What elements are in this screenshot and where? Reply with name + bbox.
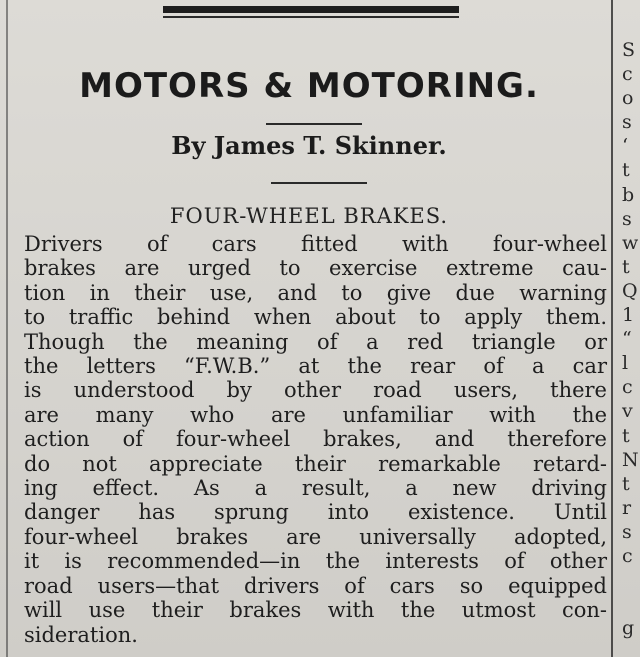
column-fragment: s	[622, 520, 632, 543]
column-fragment: t	[622, 424, 630, 447]
top-rule	[163, 6, 459, 13]
column-fragment: g	[622, 617, 635, 640]
body-line: action of four-wheel brakes, and therefore	[24, 427, 607, 452]
column-fragment: S	[622, 39, 636, 61]
body-line: to traffic behind when about to apply them.	[24, 305, 607, 330]
body-line: the letters “F.W.B.” at the rear of a car	[24, 354, 607, 379]
column-fragment: v	[622, 400, 633, 423]
body-line: road users—that drivers of cars so equipped	[24, 573, 607, 598]
body-line: four-wheel brakes are universally adopted,	[24, 524, 607, 549]
body-line: sideration.	[24, 622, 138, 647]
column-fragment: ‘	[622, 135, 629, 158]
column-fragment: c	[622, 544, 633, 567]
adjacent-column-fragments	[622, 38, 640, 640]
column-fragment	[622, 568, 640, 592]
body-line: danger has sprung into existence. Until	[24, 500, 607, 525]
column-fragment: Q	[622, 279, 638, 302]
column-fragment: t	[622, 472, 630, 495]
headline-divider	[266, 123, 362, 125]
column-fragment: N	[622, 448, 639, 471]
column-fragment: w	[622, 231, 639, 254]
byline: By James T. Skinner.	[171, 131, 447, 160]
column-fragment: t	[622, 255, 630, 278]
column-fragment: s	[622, 111, 632, 134]
body-line: Though the meaning of a red triangle or	[24, 329, 607, 354]
body-line: tion in their use, and to give due warning	[24, 280, 607, 305]
body-line: brakes are urged to exercise extreme cau-	[24, 256, 607, 281]
body-line: Drivers of cars fitted with four-wheel	[24, 232, 607, 256]
column-fragment: t	[622, 159, 630, 182]
column-fragment: s	[622, 207, 632, 230]
column-fragment: “	[622, 328, 632, 351]
article-body	[24, 232, 607, 647]
column-fragment: r	[622, 496, 632, 519]
top-rule-thin	[163, 16, 459, 18]
body-line: will use their brakes with the utmost con-	[24, 598, 607, 623]
column-fragment: c	[622, 376, 633, 399]
body-line: is understood by other road users, there	[24, 378, 607, 403]
column-fragment: o	[622, 87, 634, 110]
column-fragment: c	[622, 63, 633, 86]
column-fragment: l	[622, 352, 629, 375]
column-fragment: 1	[622, 304, 635, 327]
column-fragment	[622, 592, 640, 616]
byline-divider	[271, 182, 367, 184]
section-subheading: FOUR-WHEEL BRAKES.	[169, 204, 449, 228]
body-line: are many who are unfamiliar with the	[24, 402, 607, 427]
body-line: do not appreciate their remarkable retard-	[24, 451, 607, 476]
column-fragment: b	[622, 183, 635, 206]
body-line: ing effect. As a result, a new driving	[24, 476, 607, 501]
headline: MOTORS & MOTORING.	[79, 66, 539, 106]
body-line: it is recommended—in the interests of other	[24, 549, 607, 574]
